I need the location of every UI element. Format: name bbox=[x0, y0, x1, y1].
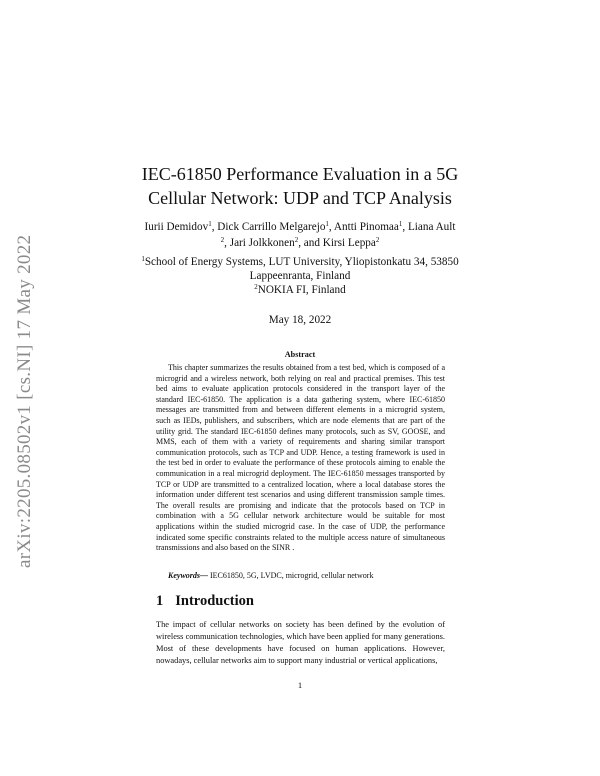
author-affiliation-mark: 2 bbox=[220, 236, 225, 244]
author-name: Dick Carrillo Melgarejo bbox=[217, 221, 326, 233]
author-name: Liana Ault bbox=[407, 221, 456, 233]
affiliation-mark: 2 bbox=[254, 283, 258, 291]
page-number: 1 bbox=[297, 680, 303, 690]
author-affiliation-mark: 2 bbox=[375, 236, 380, 244]
affiliation-item bbox=[140, 283, 460, 297]
affiliation-mark: 1 bbox=[141, 255, 145, 263]
affiliation-text: NOKIA FI, Finland bbox=[257, 284, 346, 296]
affiliation-list bbox=[140, 255, 460, 297]
paper-title bbox=[100, 162, 500, 210]
author-name: Antti Pinomaa bbox=[333, 221, 399, 233]
keywords-label: Keywords— bbox=[168, 571, 208, 580]
author-affiliation-mark: 2 bbox=[294, 236, 299, 244]
author-name: Iurii Demidov bbox=[144, 221, 209, 233]
title-line-2: Cellular Network: UDP and TCP Analysis bbox=[148, 188, 452, 208]
title-line-1: IEC-61850 Performance Evaluation in a 5G bbox=[141, 164, 459, 184]
arxiv-identifier-stamp: arXiv:2205.08502v1 [cs.NI] 17 May 2022 bbox=[14, 234, 35, 568]
keywords-text: IEC61850, 5G, LVDC, microgrid, cellular network bbox=[208, 571, 374, 580]
affiliation-text: School of Energy Systems, LUT University, Yliopistonkatu 34, 53850 Lappeenranta, Finland bbox=[144, 256, 459, 282]
author-affiliation-mark: 1 bbox=[325, 220, 329, 228]
abstract-text: This chapter summarizes the results obtained from a test bed, which is composed of a microgrid and a wireless network, both relying on real and practical premises. This test bed aims to evaluate application protocols considered in the transport layer of the standard IEC-61850. The application is a data gathering system, where IEC-61850 messages are transmitted from and between different elements in a microgrid system, such as IEDs, publishers, and subscribers, which are node elements that are part of the utility grid. The standard IEC-61850 defines many protocols, such as SV, GOOSE, and MMS, each of them with a variety of requirements and sharing similar transport communication protocols, such as TCP and UDP. Hence, a testing framework is used in the test bed in order to evaluate the performance of these protocols aiming to enable the communication in a real microgrid deployment. The IEC-61850 messages transported by TCP or UDP are transmitted to a centralized location, where a local database stores the information under different test scenarios and using different transmission sample times. The overall results are promising and indicate that the protocols based on TCP in combination with a 5G cellular network architecture would be suitable for most applications within the studied microgrid case. In the case of UDP, the performance indicated some specific constraints related to the multiple access nature of simultaneous transmissions and also based on the SINR . bbox=[156, 363, 445, 553]
section-number: 1 bbox=[156, 593, 164, 609]
abstract-heading: Abstract bbox=[284, 350, 316, 359]
keywords-line bbox=[156, 571, 445, 582]
section-body-text: The impact of cellular networks on society has been defined by the evolution of wireless communication technologies, which have been applied for many generations. Most of these developments have focused on human applications. However, nowadays, cellular networks aim to support many industrial or vertical applications, bbox=[156, 620, 445, 665]
author-affiliation-mark: 1 bbox=[208, 220, 212, 228]
publication-date: May 18, 2022 bbox=[268, 314, 332, 326]
section-heading bbox=[156, 593, 254, 610]
author-list: Iurii Demidov$^1$, Dick Carrillo Melgarejo$^1$, Antti Pinomaa$^1$, Liana Ault $^2$, Jari Jolkkonen$^2$, and Kirsi Leppa$^2$ bbox=[144, 220, 456, 249]
author-name: Kirsi Leppa bbox=[322, 237, 376, 249]
author-name: Jari Jolkkonen bbox=[229, 237, 295, 249]
affiliation-item bbox=[140, 255, 460, 283]
section-title: Introduction bbox=[175, 593, 254, 609]
author-affiliation-mark: 1 bbox=[398, 220, 403, 228]
